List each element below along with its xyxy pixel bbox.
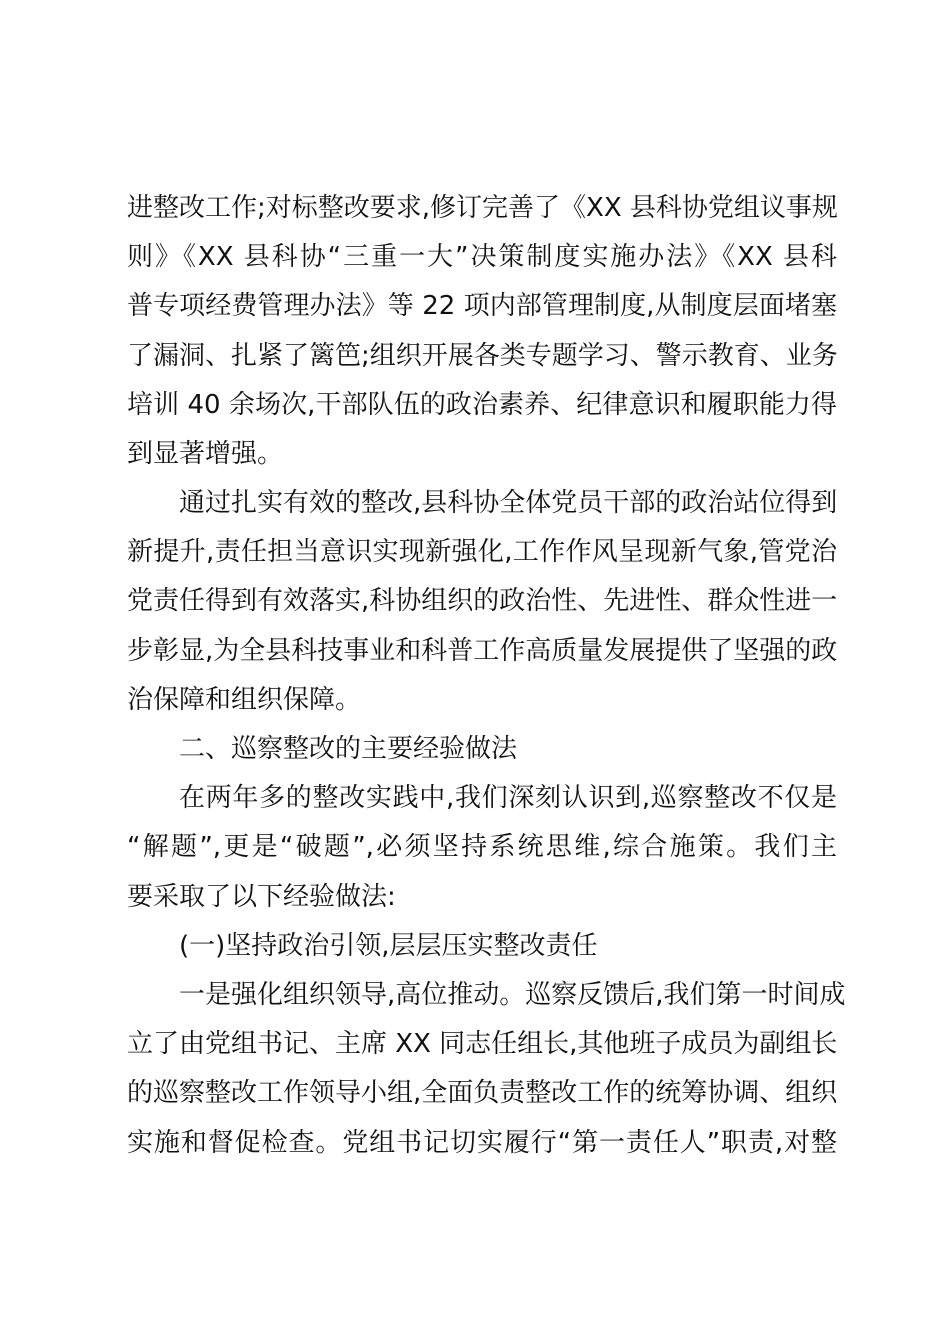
paragraph-line: 立了由党组书记、主席 XX 同志任组长,其他班子成员为副组长 [127, 1029, 838, 1059]
paragraph-line: 治保障和组织保障。 [127, 685, 362, 715]
section-heading: 二、巡察整改的主要经验做法 [179, 734, 518, 764]
paragraph-line: 则》《XX 县科协“三重一大”决策制度实施办法》《XX 县科 [127, 242, 837, 272]
paragraph-line: 的巡察整改工作领导小组,全面负责整改工作的统筹协调、组织 [127, 1078, 838, 1108]
paragraph-line: “解题”,更是“破题”,必须坚持系统思维,综合施策。我们主 [127, 832, 837, 862]
paragraph-line: 了漏洞、扎紧了篱笆;组织开展各类专题学习、警示教育、业务 [127, 341, 838, 371]
paragraph-line: 要采取了以下经验做法: [127, 882, 396, 912]
paragraph-line: 在两年多的整改实践中,我们深刻认识到,巡察整改不仅是 [179, 783, 837, 813]
paragraph-line: 步彰显,为全县科技事业和科普工作高质量发展提供了坚强的政 [127, 636, 838, 666]
paragraph-line: 实施和督促检查。党组书记切实履行“第一责任人”职责,对整 [127, 1128, 837, 1158]
paragraph-line: 培训 40 余场次,干部队伍的政治素养、纪律意识和履职能力得 [127, 390, 837, 420]
paragraph-line: 新提升,责任担当意识实现新强化,工作作风呈现新气象,管党治 [127, 537, 837, 567]
paragraph-line: 通过扎实有效的整改,县科协全体党员干部的政治站位得到 [179, 488, 838, 518]
paragraph-line: 党责任得到有效落实,科协组织的政治性、先进性、群众性进一 [127, 586, 838, 616]
paragraph-line: 一是强化组织领导,高位推动。巡察反馈后,我们第一时间成 [179, 980, 846, 1010]
paragraph-line: 普专项经费管理办法》等 22 项内部管理制度,从制度层面堵塞 [127, 291, 837, 321]
subsection-heading: (一)坚持政治引领,层层压实整改责任 [179, 931, 598, 961]
paragraph-line: 进整改工作;对标整改要求,修订完善了《XX 县科协党组议事规 [127, 193, 838, 223]
paragraph-line: 到显著增强。 [127, 439, 284, 469]
